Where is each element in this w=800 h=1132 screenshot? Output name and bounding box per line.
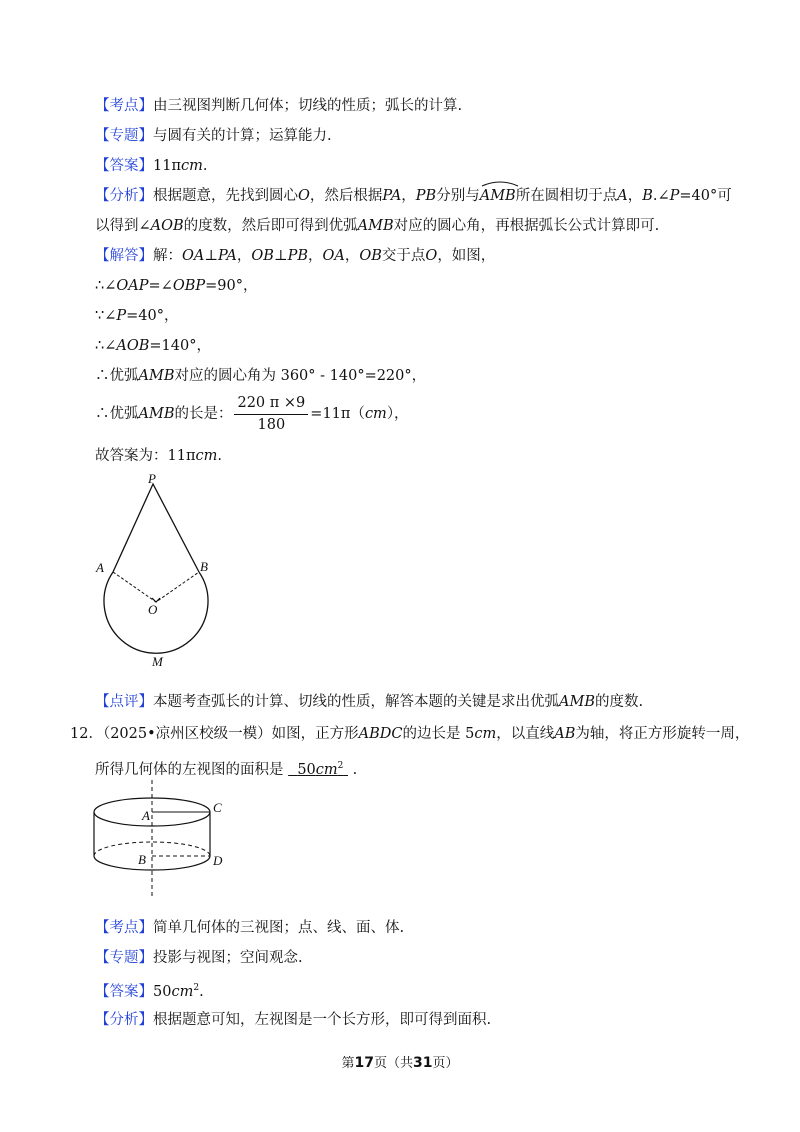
q11-step2 — [95, 306, 179, 326]
jieda-var: OB — [251, 248, 274, 264]
jieda-var: PA — [218, 248, 237, 264]
kaodian-tag: 【考点】 — [95, 98, 153, 114]
daan-end: . — [199, 983, 204, 1000]
fraction-denominator: 180 — [257, 417, 286, 433]
fenxi-var: AMB — [357, 218, 394, 234]
step-var: OAP — [116, 278, 149, 294]
step-var: AOB — [116, 338, 150, 354]
answer-blank — [288, 762, 348, 778]
q11-fenxi-line2 — [95, 216, 659, 236]
fenxi-text: 所在圆相切于点 — [515, 188, 618, 204]
answer-unit: cm — [315, 761, 338, 778]
final-var: cm — [195, 448, 218, 464]
step-text: ∴∠ — [95, 338, 117, 354]
jieda-text: 交于点 — [381, 248, 426, 264]
q11-step5 — [95, 392, 409, 436]
zhuanti-text: 投影与视图；空间观念. — [153, 950, 303, 966]
fraction-numerator: 220 π ×9 — [234, 393, 308, 415]
fenxi-var: O — [298, 188, 310, 204]
fenxi-var: PB — [415, 188, 437, 204]
final-text: 故答案为：11π — [95, 448, 196, 464]
jieda-text: ⊥ — [273, 248, 288, 264]
step-text: =140°， — [149, 338, 211, 354]
fraction — [234, 393, 308, 435]
jieda-var: OA — [182, 248, 205, 264]
kaodian-text: 简单几何体的三视图；点、线、面、体. — [153, 920, 405, 936]
page-total: 31 — [413, 1055, 433, 1071]
step-text: 的长是： — [174, 406, 233, 422]
step-text: =∠ — [148, 278, 173, 294]
fenxi-text: 分别与 — [436, 188, 480, 204]
q12-fenxi — [95, 1010, 491, 1030]
jieda-text: ， — [344, 248, 360, 264]
q12-kaodian — [95, 918, 404, 938]
jieda-text: ， — [236, 248, 252, 264]
q11-final — [95, 446, 222, 466]
q11-zhuanti — [95, 126, 332, 146]
fenxi-text: ， — [627, 188, 643, 204]
fenxi-text: .∠ — [652, 188, 670, 204]
dianping-text: 本题考查弧长的计算、切线的性质，解答本题的关键是求出优弧 — [153, 694, 559, 710]
fenxi-text: 对应的圆心角，再根据弧长公式计算即可. — [393, 218, 660, 234]
footer-text: 页） — [432, 1056, 459, 1071]
zhuanti-tag: 【专题】 — [95, 128, 153, 144]
fenxi-text: =40°可 — [679, 188, 732, 204]
jieda-text: ， — [308, 248, 323, 264]
stem-var: ABDC — [358, 726, 403, 742]
dianping-text: 的度数. — [594, 694, 644, 710]
fenxi-var: PA — [382, 188, 402, 204]
stem-text: 为轴，将正方形旋转一周， — [575, 726, 750, 742]
q11-figure-tangent-circle — [90, 470, 230, 670]
label-C: C — [213, 800, 222, 815]
daan-num: 50 — [153, 983, 172, 1000]
stem-text: 所得几何体的左视图的面积是 — [95, 761, 284, 778]
jieda-var: O — [425, 248, 438, 264]
fenxi-tag: 【分析】 — [95, 188, 153, 204]
step-var: AMB — [138, 368, 175, 384]
stem-var: AB — [554, 726, 576, 742]
daan-num: 11π — [153, 158, 181, 174]
fenxi-text: 根据题意，先找到圆心 — [153, 188, 298, 204]
step-text: ∴优弧 — [95, 368, 139, 384]
label-B: B — [200, 559, 208, 574]
fenxi-text: 根据题意可知，左视图是一个长方形，即可得到面积. — [153, 1012, 492, 1028]
page-number: 17 — [354, 1055, 374, 1071]
radius-lines — [113, 572, 199, 602]
label-D: D — [213, 853, 223, 868]
q12-stem-line1 — [70, 724, 749, 744]
fenxi-var: P — [669, 188, 680, 204]
answer-sup: 2 — [337, 761, 344, 771]
q11-dianping — [95, 692, 643, 712]
footer-text: 页（共 — [373, 1056, 413, 1071]
dianping-var: AMB — [559, 694, 595, 710]
arc-overline-icon — [480, 179, 520, 187]
label-A: A — [142, 808, 150, 823]
step-text: 对应的圆心角为 360° - 140°=220°， — [174, 368, 427, 384]
label-B: B — [138, 852, 146, 867]
final-text: . — [217, 448, 222, 464]
step-text: ∴∠ — [95, 278, 117, 294]
kaodian-text: 由三视图判断几何体；切线的性质；弧长的计算. — [153, 98, 463, 114]
zhuanti-tag: 【专题】 — [95, 950, 153, 966]
fenxi-var: AOB — [150, 218, 184, 234]
q11-fenxi-line1 — [95, 186, 732, 206]
stem-text: ，以直线 — [496, 726, 555, 742]
step-text: ∴优弧 — [95, 406, 139, 422]
step-var: OBP — [172, 278, 206, 294]
daan-unit: cm — [171, 983, 194, 1000]
q12-daan — [95, 978, 204, 1002]
fenxi-text: 以得到∠ — [95, 218, 151, 234]
answer-value: 50 — [297, 761, 316, 778]
daan-unit: cm — [180, 158, 203, 174]
fenxi-text: ，然后根据 — [309, 188, 383, 204]
jieda-var: OA — [322, 248, 345, 264]
daan-sup: 2 — [193, 983, 200, 993]
q11-jieda — [95, 246, 495, 266]
page-footer — [0, 1052, 800, 1071]
daan-tag: 【答案】 — [95, 158, 153, 174]
step-text: =40°， — [126, 308, 179, 324]
step-text: =90°， — [205, 278, 258, 294]
q12-zhuanti — [95, 948, 303, 968]
q11-daan: 【答案】11πcm. — [95, 158, 208, 174]
dianping-tag: 【点评】 — [95, 694, 153, 710]
stem-text: . — [352, 761, 358, 778]
step-var: P — [116, 308, 127, 324]
q11-step3 — [95, 336, 211, 356]
stem-text: （2025•凉州区校级一模）如图，正方形 — [102, 726, 359, 742]
fenxi-var: B — [642, 188, 653, 204]
zhuanti-text: 与圆有关的计算；运算能力. — [153, 128, 332, 144]
step-var: AMB — [138, 406, 175, 422]
q12-stem-line2 — [95, 756, 357, 780]
jieda-text: 解： — [153, 248, 182, 264]
q12-figure-cylinder — [80, 778, 240, 900]
jieda-var: OB — [359, 248, 382, 264]
stem-text: 的边长是 5 — [402, 726, 475, 742]
q11-step1 — [95, 276, 257, 296]
question-number: 12． — [70, 726, 103, 742]
step-text: ）， — [386, 406, 409, 422]
step-text: =11π（ — [310, 406, 365, 422]
jieda-text: ⊥ — [204, 248, 218, 264]
fenxi-text: 的度数，然后即可得到优弧 — [183, 218, 358, 234]
fenxi-var: A — [617, 188, 628, 204]
q11-kaodian — [95, 96, 462, 116]
fenxi-text: ， — [401, 188, 416, 204]
step-var: cm — [364, 406, 387, 422]
jieda-tag: 【解答】 — [95, 248, 153, 264]
kaodian-tag: 【考点】 — [95, 920, 153, 936]
q11-step4 — [95, 366, 426, 386]
stem-var: cm — [474, 726, 497, 742]
label-O: O — [148, 602, 158, 617]
label-M: M — [152, 654, 163, 669]
step-text: ∵∠ — [95, 308, 117, 324]
tangent-lines — [113, 484, 199, 572]
label-A: A — [96, 560, 104, 575]
label-P: P — [148, 471, 156, 486]
jieda-var: PB — [287, 248, 309, 264]
fenxi-var: AMB — [479, 188, 516, 204]
fenxi-tag: 【分析】 — [95, 1012, 153, 1028]
footer-text: 第 — [341, 1056, 355, 1071]
jieda-text: ，如图， — [437, 248, 496, 264]
daan-tag: 【答案】 — [95, 983, 153, 1000]
arc-symbol — [480, 186, 516, 206]
